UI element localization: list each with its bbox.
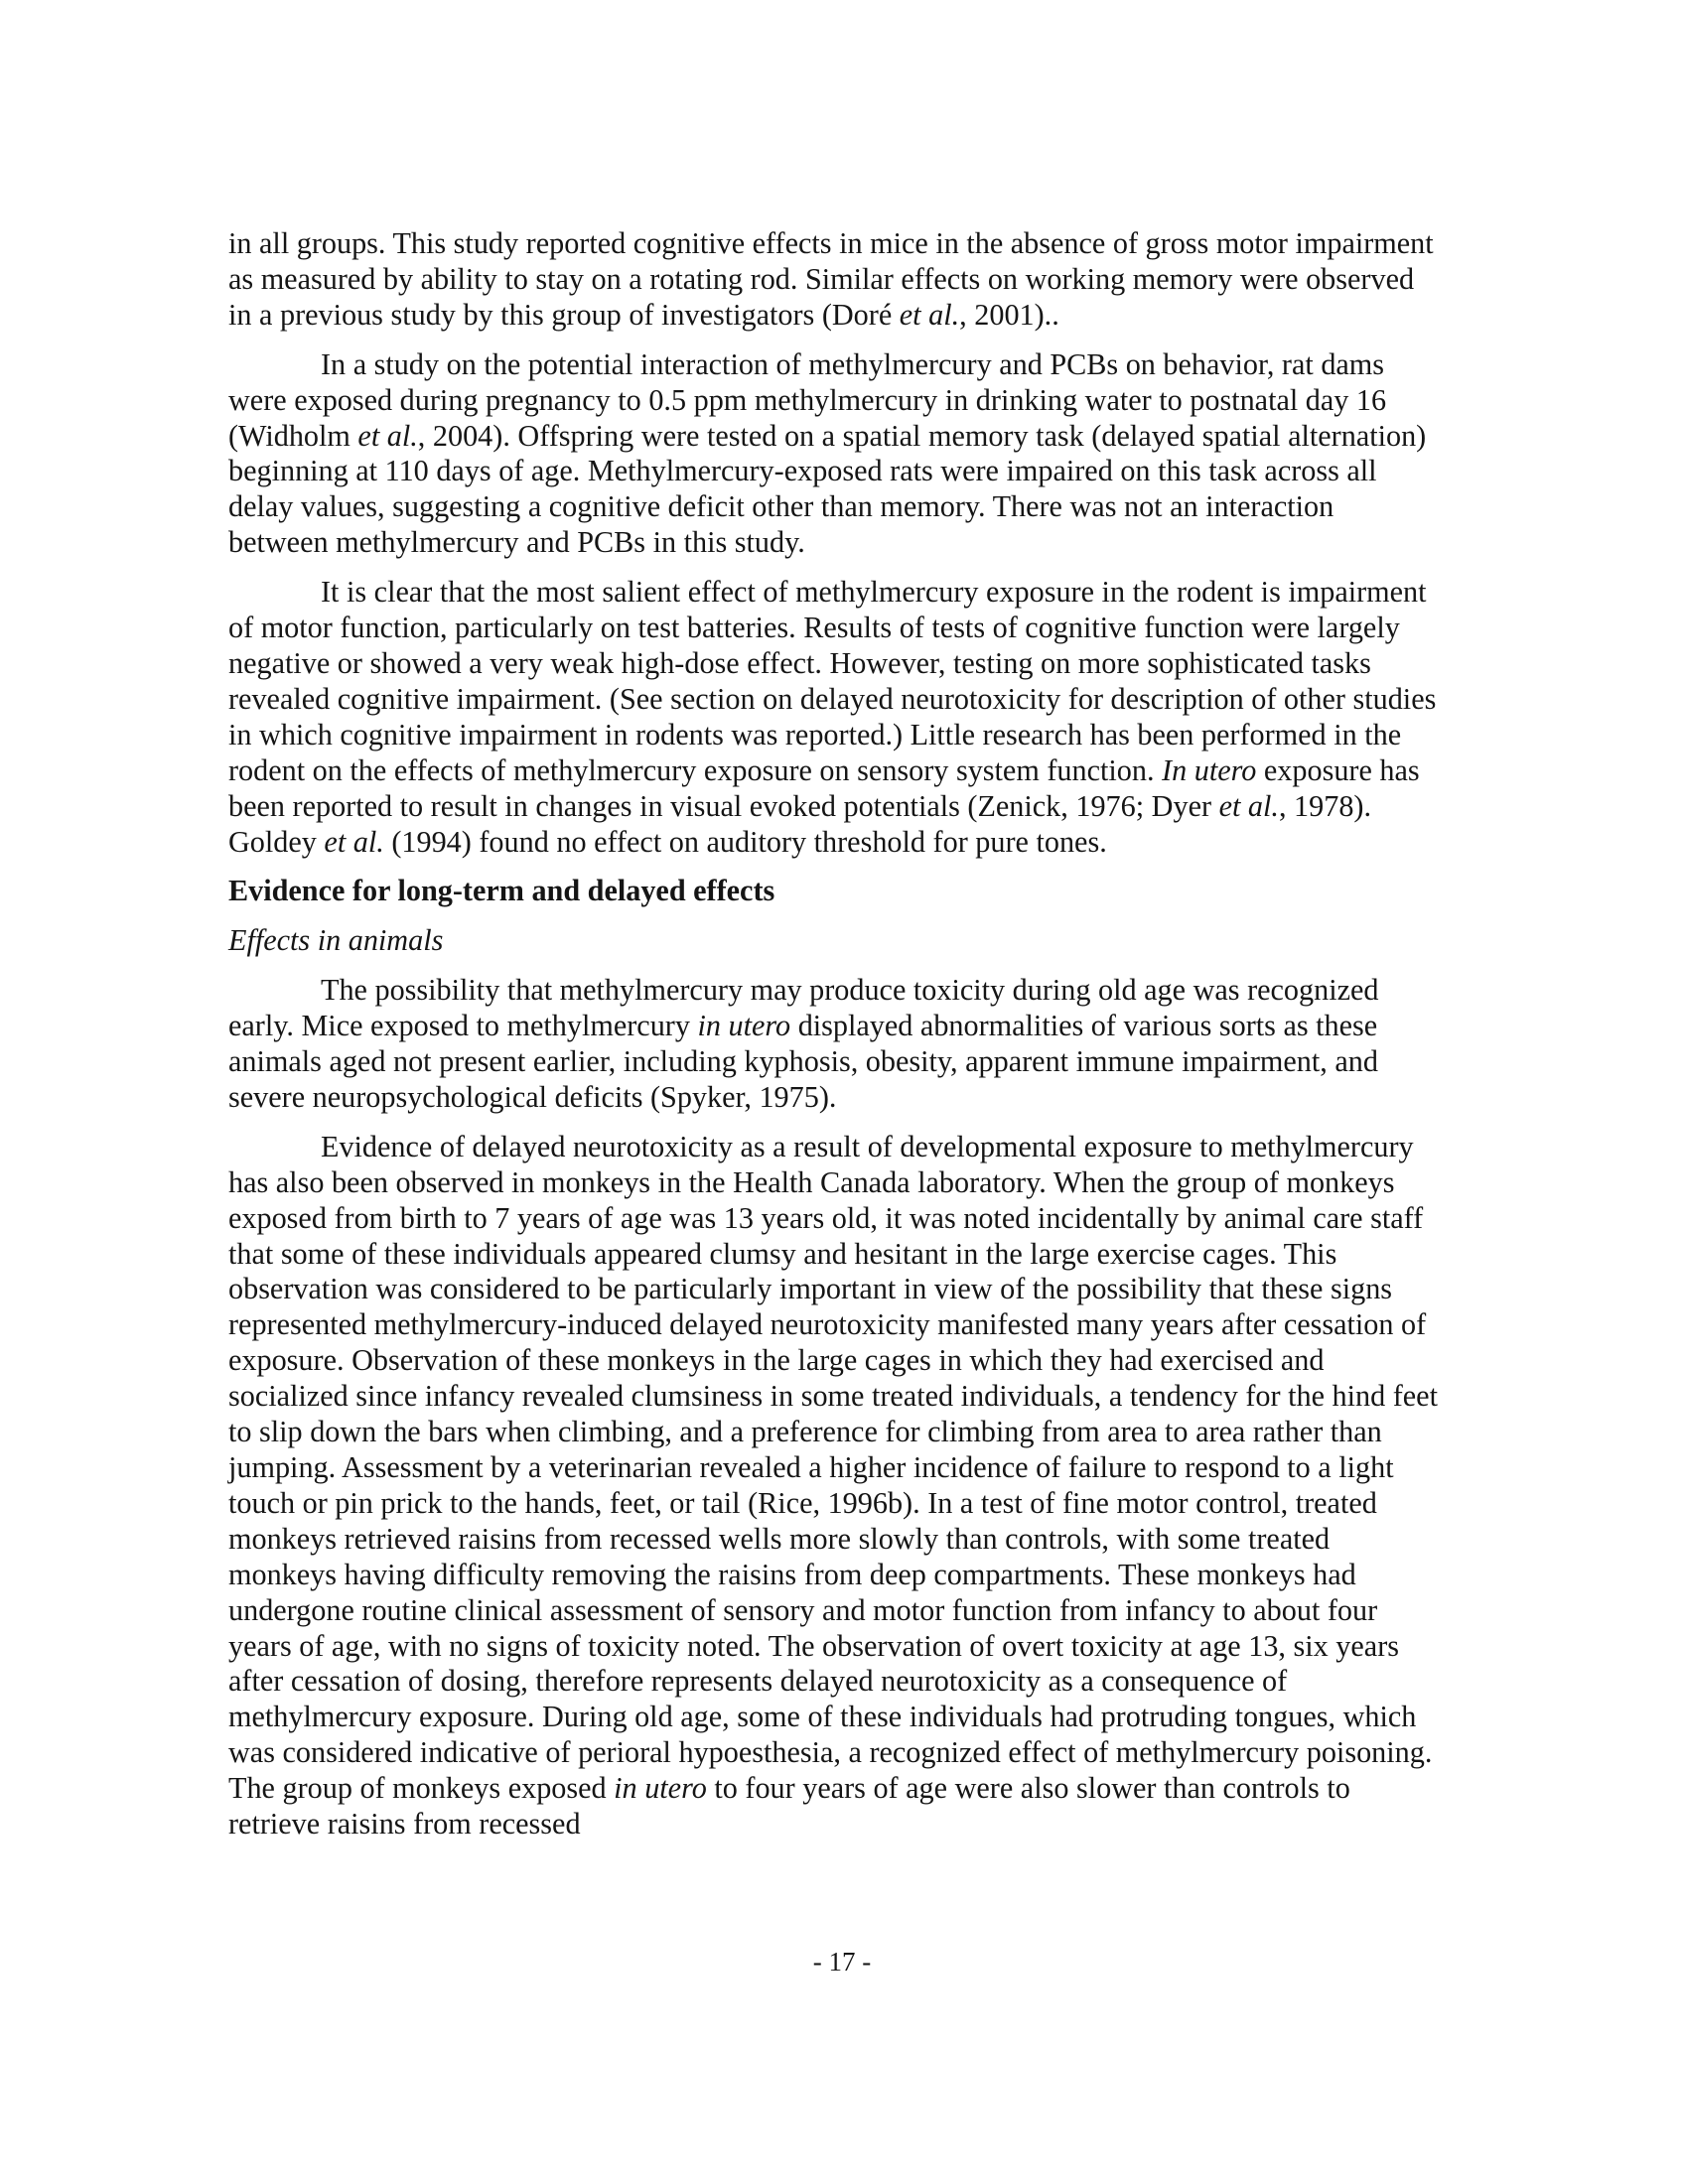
paragraph-4 — [228, 973, 1440, 1116]
section-heading: Evidence for long-term and delayed effects — [228, 874, 775, 908]
paragraph-4-text-a: The possibility that methylmercury may produce toxicity during old age was recognized early. Mice exposed to methylmercury — [228, 973, 1379, 1043]
paragraph-5-text-b: to four years of age were also slower than controls to retrieve raisins from recessed — [228, 1771, 1350, 1842]
paragraph-1 — [228, 226, 1440, 334]
paragraph-3-text-a: It is clear that the most salient effect of methylmercury exposure in the rodent is impairment of motor function, particularly on test batteries. Results of tests of cognitive function were largely negative or showed a very weak high-dose effect. However, testing on more sophisticated tasks revealed cognitive impairment. (See section on delayed neurotoxicity for description of other studies in which cognitive impairment in rodents was reported.) Little research has been performed in the rodent on the effects of methylmercury exposure on sensory system function. — [228, 575, 1437, 787]
paragraph-5-italic: in utero — [614, 1771, 707, 1806]
paragraph-3-italic-1: In utero — [1162, 752, 1257, 787]
paragraph-3-italic-3: et al. — [324, 824, 384, 859]
paragraph-3 — [228, 575, 1440, 860]
paragraph-2 — [228, 347, 1440, 561]
paragraph-1-italic: et al. — [899, 297, 960, 332]
paragraph-2-text-b: , 2004). Offspring were tested on a spatial memory task (delayed spatial alternation) beginning at 110 days of age. Methylmercury-exposed rats were impaired on this task across all delay values, suggesting a cognitive deficit other than memory. There was not an interaction between methylmercury and PCBs in this study. — [228, 418, 1427, 560]
paragraph-2-italic: et al. — [357, 418, 418, 453]
paragraph-5-text-a: Evidence of delayed neurotoxicity as a result of developmental exposure to methylmercury has also been observed in monkeys in the Health Canada laboratory. When the group of monkeys exposed from birth to 7 years of age was 13 years old, it was noted incidentally by animal care staff that some of these individuals appeared clumsy and hesitant in the large exercise cages. This observation was considered to be particularly important in view of the possibility that these signs represented methylmercury-induced delayed neurotoxicity manifested many years after cessation of exposure. Observation of these monkeys in the large cages in which they had exercised and socialized since infancy revealed clumsiness in some treated individuals, a tendency for the hind feet to slip down the bars when climbing, and a preference for climbing from area to area rather than jumping. Assessment by a veterinarian revealed a higher incidence of failure to respond to a light touch or pin prick to the hands, feet, or tail (Rice, 1996b). In a test of fine motor control, treated monkeys retrieved raisins from recessed wells more slowly than controls, with some treated monkeys having difficulty removing the raisins from deep compartments. These monkeys had undergone routine clinical assessment of sensory and motor function from infancy to about four years of age, with no signs of toxicity noted. The observation of overt toxicity at age 13, six years after cessation of dosing, therefore represents delayed neurotoxicity as a consequence of methylmercury exposure. During old age, some of these individuals had protruding tongues, which was considered indicative of perioral hypoesthesia, a recognized effect of methylmercury poisoning. The group of monkeys exposed — [228, 1129, 1438, 1806]
paragraph-3-text-b: exposure has been reported to result in changes in visual evoked potentials (Zenick, 1976; Dyer — [228, 752, 1420, 823]
paragraph-1-text-a: in all groups. This study reported cognitive effects in mice in the absence of gross motor impairment as measured by ability to stay on a rotating rod. Similar effects on working memory were observed in a previous study by this group of investigators (Doré — [228, 226, 1434, 332]
document-page — [228, 226, 1440, 1856]
paragraph-2-text-a: In a study on the potential interaction of methylmercury and PCBs on behavior, rat dams were exposed during pregnancy to 0.5 ppm methylmercury in drinking water to postnatal day 16 (Widholm — [228, 346, 1387, 453]
subsection-heading: Effects in animals — [228, 923, 444, 958]
paragraph-5 — [228, 1130, 1440, 1843]
paragraph-4-italic: in utero — [697, 1009, 791, 1043]
paragraph-3-text-d: (1994) found no effect on auditory threshold for pure tones. — [383, 824, 1107, 859]
paragraph-4-text-b: displayed abnormalities of various sorts as these animals aged not present earlier, including kyphosis, obesity, apparent immune impairment, and severe neuropsychological deficits (Spyker, 1975). — [228, 1009, 1378, 1114]
paragraph-1-text-b: , 2001).. — [959, 297, 1059, 332]
paragraph-3-italic-2: et al. — [1218, 788, 1279, 823]
paragraph-3-text-c: , 1978). Goldey — [228, 788, 1372, 859]
page-number: - 17 - — [812, 1947, 872, 1977]
